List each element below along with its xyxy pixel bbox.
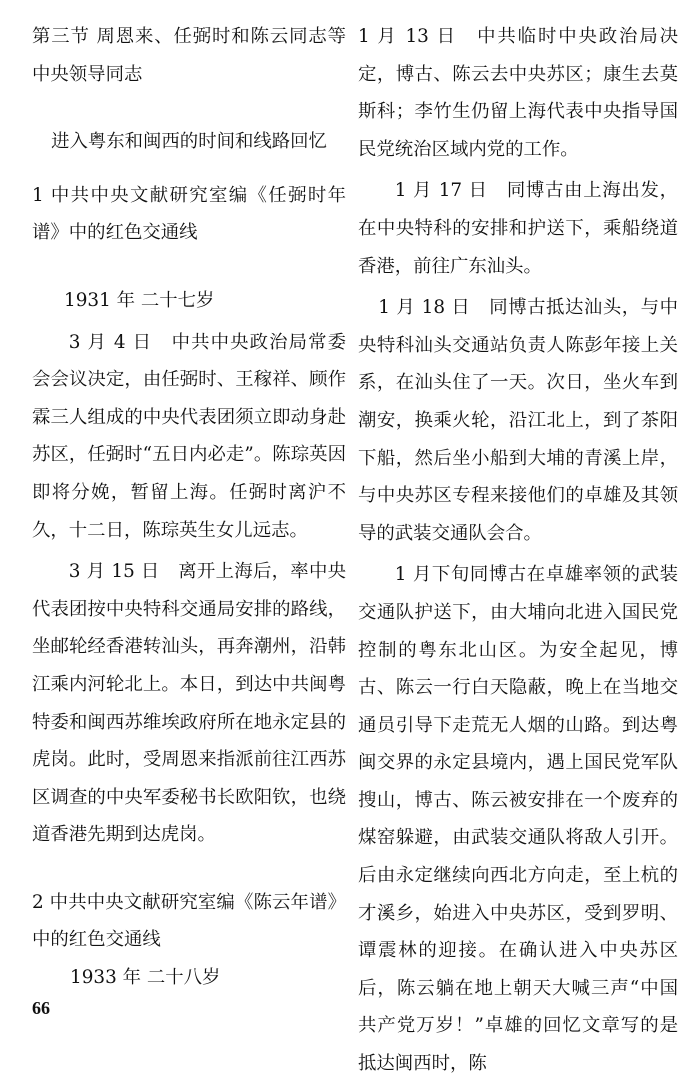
paragraph-mar15: 3 月 15 日 离开上海后，率中央代表团按中央特科交通局安排的路线，坐邮轮经香港转汕头，再奔潮州，沿韩江乘内河轮北上。本日，到达中共闽粤特委和闽西苏维埃政府所在地永定县的虎岗。此时，受周恩来指派前往江西苏区调查的中央军委秘书长欧阳钦，也绕道香港先期到达虎岗。	[32, 561, 346, 846]
left-column	[32, 18, 346, 997]
paragraph-jan-late: 1 月下旬同博古在卓雄率领的武装交通队护送下，由大埔向北进入国民党控制的粤东北山区。为安全起见，博古、陈云一行白天隐蔽，晚上在当地交通员引导下走荒无人烟的山路。到达粤闽交界的永定县境内，遇上国民党军队搜山，博古、陈云被安排在一个废弃的煤窑躲避，由武装交通队将敌人引开。后由永定继续向西北方向走，至上杭的才溪乡，始进入中央苏区，受到罗明、谭震林的迎接。在确认进入中央苏区后，陈云躺在地上朝天大喊三声“中国共产党万岁！”卓雄的回忆文章写的是抵达闽西时，陈	[358, 564, 678, 1075]
right-column	[358, 18, 678, 1083]
paragraph-jan18: 1 月 18 日 同博古抵达汕头，与中央特科汕头交通站负责人陈彭年接上关系，在汕头住了一天。次日，坐火车到潮安，换乘火轮，沿江北上，到了茶阳下船，然后坐小船到大埔的青溪上岸，与中央苏区专程来接他们的卓雄及其领导的武装交通队会合。	[358, 297, 678, 544]
year-1933: 1933 年 二十八岁	[70, 967, 221, 989]
paragraph-mar4: 3 月 4 日 中共中央政治局常委会会议决定，由任弼时、王稼祥、顾作霖三人组成的中央代表团须立即动身赴苏区，任弼时“五日内必走”。陈琮英因即将分娩，暂留上海。任弼时离沪不久，十二日，陈琮英生女儿远志。	[32, 331, 346, 541]
year-1931: 1931 年 二十七岁	[64, 289, 215, 311]
item1-title: 1 中共中央文献研究室编《任弼时年谱》中的红色交通线	[32, 184, 346, 244]
paragraph-jan17: 1 月 17 日 同博古由上海出发，在中央特科的安排和护送下，乘船绕道香港，前往广东汕头。	[358, 180, 678, 277]
subheading: 进入粤东和闽西的时间和线路回忆	[51, 131, 327, 153]
paragraph-jan13: 1 月 13 日 中共临时中央政治局决定，博古、陈云去中央苏区；康生去莫斯科；李竹生仍留上海代表中央指导国民党统治区域内党的工作。	[358, 26, 678, 160]
page-number: 66	[32, 998, 50, 1018]
item2-title: 2 中共中央文献研究室编《陈云年谱》中的红色交通线	[32, 891, 346, 951]
section-heading: 第三节 周恩来、任弼时和陈云同志等中央领导同志	[32, 26, 346, 85]
